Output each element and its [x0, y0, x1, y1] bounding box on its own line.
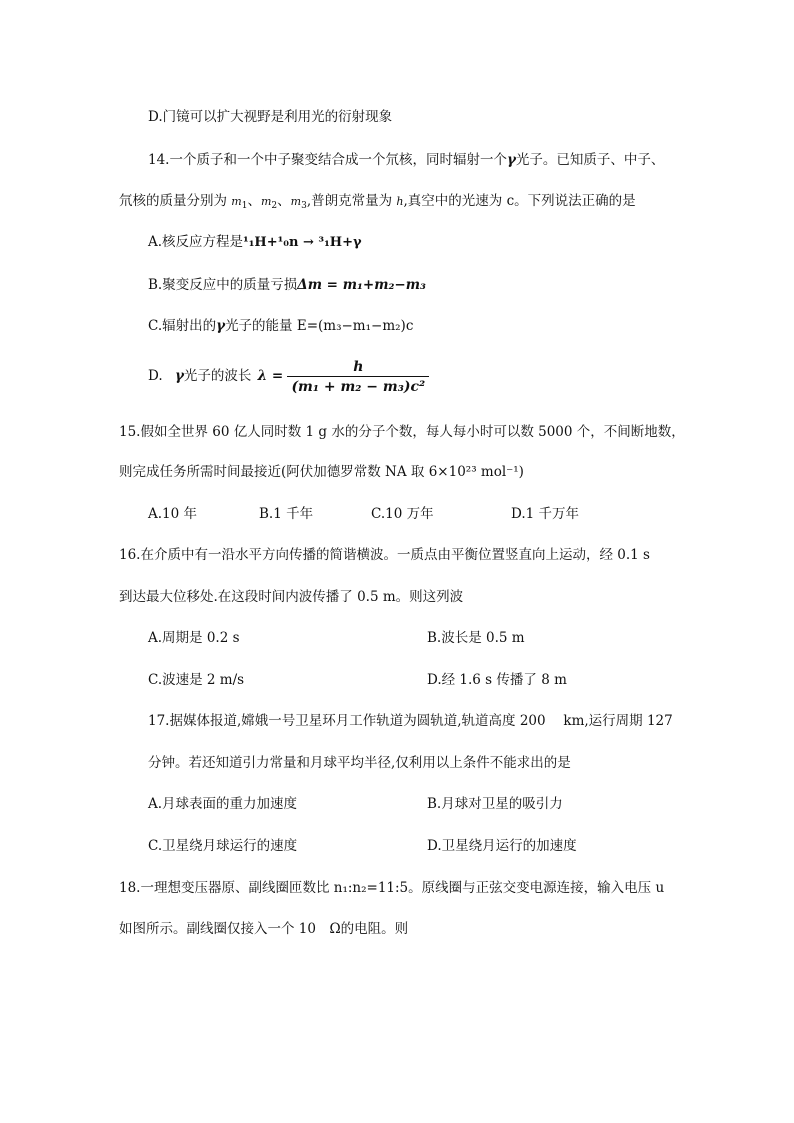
- mass-m3-sub: 3: [301, 201, 307, 211]
- gamma-symbol: γ: [506, 152, 516, 168]
- q14-stem-text-2b: ,普朗克常量为: [306, 193, 397, 209]
- q15-option-d: D.1 千万年: [511, 506, 580, 522]
- q14-option-a: [148, 233, 362, 252]
- sep: 、: [277, 193, 291, 209]
- q17-stem-line1: 17.据媒体报道,嫦娥一号卫星环月工作轨道为圆轨道,轨道高度 200 km,运行周期 127: [148, 713, 673, 729]
- q15-stem-line1: 15.假如全世界 60 亿人同时数 1 g 水的分子个数，每人每小时可以数 5000 个，不间断地数，: [119, 424, 685, 440]
- q18-stem-line2: 如图所示。副线圈仅接入一个 10 Ω的电阻。则: [119, 921, 409, 937]
- sep: 、: [247, 193, 261, 209]
- q15-option-b: B.1 千年: [259, 506, 314, 522]
- q14-stem-line2: [119, 192, 636, 215]
- q14-stem-text-end: 光子。已知质子、中子、: [515, 152, 665, 168]
- q14-stem-text-2c: ,真空中的光速为 c。下列说法正确的是: [403, 193, 636, 209]
- q14-option-d: [148, 357, 429, 396]
- mass-m2: m: [260, 195, 272, 208]
- mass-m3: m: [290, 195, 302, 208]
- q16-option-c: C.波速是 2 m/s: [148, 672, 245, 688]
- q14-stem-line1: [148, 151, 664, 169]
- fraction-denominator: (m₁ + m₂ − m₃)c²: [291, 378, 426, 395]
- q15-option-a: A.10 年: [148, 506, 198, 522]
- q14-option-d-text: 光子的波长: [183, 368, 252, 384]
- q17-option-a: A.月球表面的重力加速度: [148, 796, 298, 812]
- mass-m1-sub: 1: [241, 201, 248, 211]
- lambda-symbol: λ =: [257, 368, 284, 384]
- q14-option-b-equation: Δm = m₁+m₂−m₃: [297, 277, 426, 293]
- q14-option-b: [148, 276, 426, 294]
- gamma-symbol: γ: [216, 318, 226, 334]
- q17-option-c: C.卫星绕月球运行的速度: [148, 838, 298, 854]
- fraction-numerator: h: [287, 358, 429, 377]
- q14-stem-text-2a: 氘核的质量分别为: [119, 193, 232, 209]
- planck-h: h: [396, 195, 404, 208]
- gamma-symbol: γ: [174, 368, 184, 384]
- q18-stem-line1: 18.一理想变压器原、副线圈匝数比 n₁:n₂=11:5。原线圈与正弦交变电源连接，输入电压 u: [119, 880, 665, 896]
- q15-stem-line2: 则完成任务所需时间最接近(阿伏加德罗常数 NA 取 6×10²³ mol⁻¹): [119, 464, 524, 480]
- q14-option-c-label: C.辐射出的: [148, 318, 217, 334]
- q16-option-a: A.周期是 0.2 s: [148, 630, 240, 646]
- q16-option-b: B.波长是 0.5 m: [427, 630, 525, 646]
- q16-stem-line1: 16.在介质中有一沿水平方向传播的简谐横波。一质点由平衡位置竖直向上运动，经 0.1 s: [119, 547, 650, 563]
- q13-option-d: D.门镜可以扩大视野是利用光的衍射现象: [148, 109, 393, 125]
- q14-option-b-label: B.聚变反应中的质量亏损: [148, 277, 298, 293]
- q16-stem-line2: 到达最大位移处.在这段时间内波传播了 0.5 m。则这列波: [119, 589, 464, 605]
- q14-option-a-equation: ¹₁H+¹₀n → ³₁H+γ: [243, 235, 362, 250]
- q14-option-d-label: D.: [148, 368, 163, 384]
- q17-stem-line2: 分钟。若还知道引力常量和月球平均半径,仅利用以上条件不能求出的是: [148, 755, 571, 771]
- wavelength-fraction: [287, 358, 429, 396]
- q17-option-d: D.卫星绕月运行的加速度: [427, 838, 577, 854]
- q17-option-b: B.月球对卫星的吸引力: [427, 796, 563, 812]
- q16-option-d: D.经 1.6 s 传播了 8 m: [427, 672, 567, 688]
- mass-m1: m: [231, 195, 242, 208]
- q14-option-c: [148, 317, 413, 335]
- q14-option-c-text: 光子的能量 E=(m₃−m₁−m₂)c: [225, 318, 414, 334]
- q14-stem-text: 14.一个质子和一个中子聚变结合成一个氘核，同时辐射一个: [148, 152, 507, 168]
- mass-m2-sub: 2: [271, 201, 278, 211]
- q15-option-c: C.10 万年: [371, 506, 434, 522]
- q14-option-a-label: A.核反应方程是: [148, 234, 244, 250]
